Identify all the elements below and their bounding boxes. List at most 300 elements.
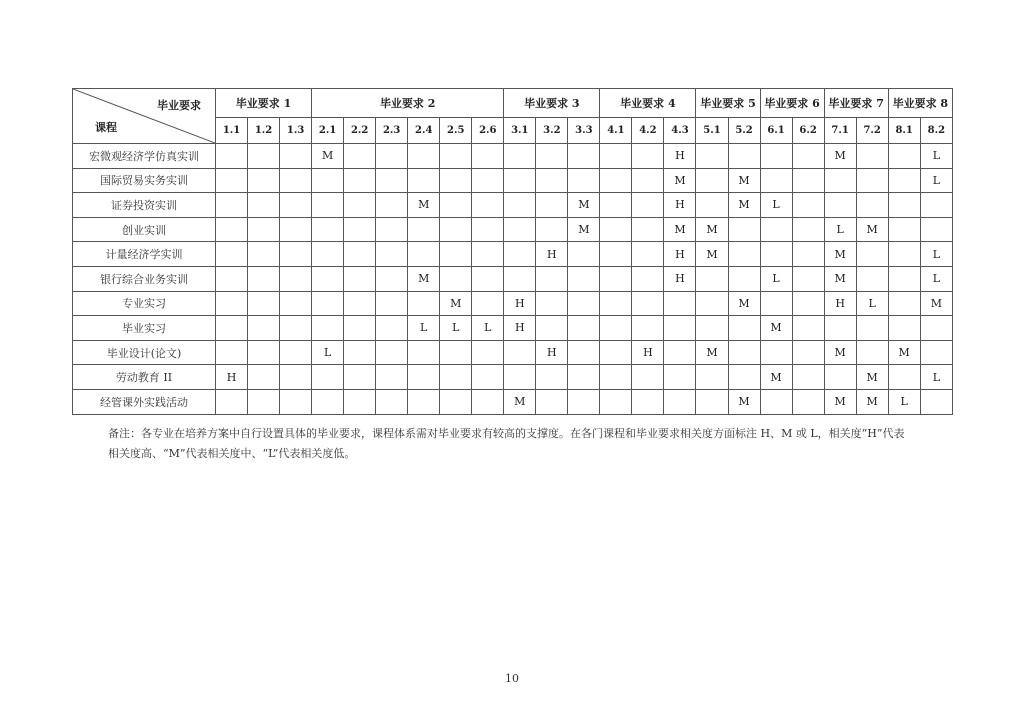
indicator-header: 3.1 bbox=[504, 118, 536, 144]
relevance-cell: M bbox=[856, 217, 888, 242]
relevance-cell: H bbox=[824, 291, 856, 316]
relevance-cell bbox=[248, 316, 280, 341]
relevance-cell: M bbox=[312, 144, 344, 169]
relevance-cell bbox=[248, 193, 280, 218]
relevance-cell: M bbox=[824, 242, 856, 267]
requirement-group-header: 毕业要求 2 bbox=[312, 89, 504, 118]
relevance-cell bbox=[760, 340, 792, 365]
relevance-cell bbox=[280, 242, 312, 267]
relevance-cell: M bbox=[440, 291, 472, 316]
relevance-cell: H bbox=[504, 291, 536, 316]
relevance-cell bbox=[792, 365, 824, 390]
indicator-header: 5.2 bbox=[728, 118, 760, 144]
relevance-cell bbox=[792, 316, 824, 341]
relevance-cell bbox=[856, 144, 888, 169]
requirement-group-header: 毕业要求 1 bbox=[216, 89, 312, 118]
requirement-group-header: 毕业要求 5 bbox=[696, 89, 760, 118]
relevance-cell bbox=[568, 266, 600, 291]
relevance-cell bbox=[632, 144, 664, 169]
relevance-cell: L bbox=[472, 316, 504, 341]
relevance-cell bbox=[600, 266, 632, 291]
relevance-cell bbox=[248, 144, 280, 169]
relevance-cell bbox=[312, 389, 344, 414]
relevance-cell bbox=[216, 340, 248, 365]
relevance-cell bbox=[536, 217, 568, 242]
relevance-cell bbox=[600, 340, 632, 365]
relevance-cell bbox=[472, 242, 504, 267]
course-name-cell: 毕业实习 bbox=[73, 316, 216, 341]
relevance-cell bbox=[472, 389, 504, 414]
relevance-cell bbox=[632, 316, 664, 341]
relevance-cell bbox=[664, 365, 696, 390]
relevance-cell bbox=[632, 242, 664, 267]
relevance-cell bbox=[824, 316, 856, 341]
corner-requirement-label: 毕业要求 bbox=[157, 99, 201, 112]
relevance-cell bbox=[504, 242, 536, 267]
relevance-cell bbox=[760, 144, 792, 169]
relevance-cell bbox=[344, 291, 376, 316]
indicator-header: 2.3 bbox=[376, 118, 408, 144]
relevance-cell bbox=[760, 242, 792, 267]
relevance-cell bbox=[888, 168, 920, 193]
relevance-cell bbox=[536, 389, 568, 414]
matrix-body bbox=[73, 144, 953, 415]
relevance-cell bbox=[536, 168, 568, 193]
relevance-cell bbox=[280, 266, 312, 291]
relevance-cell bbox=[472, 266, 504, 291]
relevance-cell bbox=[216, 193, 248, 218]
relevance-cell bbox=[920, 340, 952, 365]
relevance-cell: M bbox=[760, 316, 792, 341]
relevance-cell bbox=[248, 291, 280, 316]
relevance-cell bbox=[568, 144, 600, 169]
relevance-cell bbox=[344, 193, 376, 218]
relevance-cell bbox=[696, 266, 728, 291]
relevance-cell bbox=[216, 242, 248, 267]
relevance-cell: M bbox=[760, 365, 792, 390]
relevance-cell: M bbox=[824, 266, 856, 291]
relevance-cell bbox=[376, 365, 408, 390]
relevance-cell bbox=[216, 217, 248, 242]
relevance-cell bbox=[312, 266, 344, 291]
footnote bbox=[108, 424, 928, 464]
relevance-cell bbox=[632, 291, 664, 316]
relevance-cell bbox=[856, 193, 888, 218]
relevance-cell bbox=[216, 168, 248, 193]
relevance-cell bbox=[568, 340, 600, 365]
table-row bbox=[73, 340, 953, 365]
relevance-cell bbox=[504, 144, 536, 169]
relevance-cell: M bbox=[888, 340, 920, 365]
relevance-cell bbox=[760, 389, 792, 414]
relevance-cell bbox=[696, 291, 728, 316]
relevance-cell: H bbox=[664, 144, 696, 169]
relevance-cell bbox=[760, 291, 792, 316]
relevance-cell bbox=[376, 291, 408, 316]
relevance-cell bbox=[248, 217, 280, 242]
relevance-cell bbox=[248, 340, 280, 365]
relevance-cell: M bbox=[696, 217, 728, 242]
relevance-cell bbox=[600, 193, 632, 218]
relevance-cell: L bbox=[888, 389, 920, 414]
relevance-cell bbox=[888, 365, 920, 390]
relevance-cell: M bbox=[728, 193, 760, 218]
relevance-cell bbox=[920, 316, 952, 341]
relevance-cell bbox=[280, 291, 312, 316]
relevance-cell: L bbox=[312, 340, 344, 365]
relevance-cell bbox=[568, 242, 600, 267]
relevance-cell bbox=[280, 316, 312, 341]
relevance-cell bbox=[472, 193, 504, 218]
indicator-header: 3.3 bbox=[568, 118, 600, 144]
relevance-cell bbox=[632, 168, 664, 193]
relevance-cell bbox=[664, 316, 696, 341]
relevance-cell bbox=[504, 217, 536, 242]
relevance-cell bbox=[632, 266, 664, 291]
relevance-cell bbox=[344, 217, 376, 242]
relevance-cell bbox=[472, 291, 504, 316]
requirement-group-header-row bbox=[73, 89, 953, 118]
relevance-cell bbox=[248, 242, 280, 267]
relevance-cell: H bbox=[664, 193, 696, 218]
relevance-cell: H bbox=[536, 340, 568, 365]
relevance-cell: M bbox=[920, 291, 952, 316]
relevance-cell bbox=[600, 365, 632, 390]
relevance-cell bbox=[344, 389, 376, 414]
relevance-cell bbox=[792, 242, 824, 267]
relevance-cell bbox=[600, 144, 632, 169]
relevance-cell bbox=[888, 242, 920, 267]
relevance-cell bbox=[408, 217, 440, 242]
relevance-cell: H bbox=[504, 316, 536, 341]
relevance-cell bbox=[696, 389, 728, 414]
relevance-cell bbox=[856, 242, 888, 267]
course-name-cell: 银行综合业务实训 bbox=[73, 266, 216, 291]
course-name-cell: 证券投资实训 bbox=[73, 193, 216, 218]
table-row bbox=[73, 316, 953, 341]
relevance-cell bbox=[408, 389, 440, 414]
relevance-cell bbox=[216, 316, 248, 341]
relevance-cell bbox=[664, 389, 696, 414]
relevance-cell bbox=[376, 193, 408, 218]
relevance-cell bbox=[792, 168, 824, 193]
table-row bbox=[73, 193, 953, 218]
relevance-cell bbox=[472, 217, 504, 242]
course-name-cell: 创业实训 bbox=[73, 217, 216, 242]
relevance-cell bbox=[472, 168, 504, 193]
indicator-header: 7.1 bbox=[824, 118, 856, 144]
relevance-cell bbox=[792, 193, 824, 218]
indicator-header: 5.1 bbox=[696, 118, 728, 144]
relevance-cell bbox=[344, 168, 376, 193]
relevance-cell bbox=[280, 144, 312, 169]
relevance-cell bbox=[408, 340, 440, 365]
relevance-cell bbox=[376, 340, 408, 365]
relevance-cell bbox=[312, 291, 344, 316]
indicator-header: 1.2 bbox=[248, 118, 280, 144]
relevance-cell: H bbox=[664, 242, 696, 267]
relevance-cell bbox=[408, 168, 440, 193]
relevance-cell bbox=[376, 144, 408, 169]
relevance-cell bbox=[440, 365, 472, 390]
relevance-cell bbox=[376, 316, 408, 341]
relevance-cell bbox=[600, 242, 632, 267]
relevance-cell bbox=[248, 389, 280, 414]
relevance-cell bbox=[344, 144, 376, 169]
relevance-cell: M bbox=[408, 193, 440, 218]
relevance-cell: M bbox=[856, 389, 888, 414]
relevance-cell: M bbox=[728, 168, 760, 193]
relevance-cell bbox=[440, 144, 472, 169]
relevance-cell bbox=[760, 168, 792, 193]
table-row bbox=[73, 144, 953, 169]
relevance-cell bbox=[536, 365, 568, 390]
relevance-cell: L bbox=[856, 291, 888, 316]
relevance-cell bbox=[504, 266, 536, 291]
relevance-cell bbox=[472, 340, 504, 365]
relevance-cell bbox=[504, 340, 536, 365]
table-row bbox=[73, 365, 953, 390]
relevance-cell: L bbox=[920, 144, 952, 169]
relevance-cell: M bbox=[728, 389, 760, 414]
relevance-cell bbox=[376, 242, 408, 267]
table-row bbox=[73, 168, 953, 193]
corner-course-label: 课程 bbox=[95, 121, 117, 134]
relevance-cell bbox=[312, 193, 344, 218]
indicator-header: 6.2 bbox=[792, 118, 824, 144]
relevance-cell: M bbox=[504, 389, 536, 414]
table-row bbox=[73, 266, 953, 291]
relevance-cell bbox=[280, 365, 312, 390]
indicator-header: 3.2 bbox=[536, 118, 568, 144]
relevance-cell bbox=[696, 193, 728, 218]
relevance-cell: M bbox=[728, 291, 760, 316]
relevance-cell bbox=[216, 266, 248, 291]
relevance-cell bbox=[888, 266, 920, 291]
relevance-cell bbox=[440, 389, 472, 414]
relevance-cell: L bbox=[760, 266, 792, 291]
relevance-cell bbox=[824, 168, 856, 193]
relevance-cell bbox=[888, 291, 920, 316]
relevance-cell bbox=[600, 291, 632, 316]
relevance-cell bbox=[344, 365, 376, 390]
relevance-cell bbox=[568, 365, 600, 390]
relevance-cell bbox=[632, 365, 664, 390]
relevance-cell bbox=[856, 266, 888, 291]
requirement-group-header: 毕业要求 3 bbox=[504, 89, 600, 118]
relevance-cell bbox=[888, 316, 920, 341]
relevance-cell bbox=[728, 316, 760, 341]
indicator-header: 4.3 bbox=[664, 118, 696, 144]
relevance-cell bbox=[280, 217, 312, 242]
relevance-cell bbox=[472, 365, 504, 390]
indicator-header: 4.2 bbox=[632, 118, 664, 144]
relevance-cell bbox=[440, 193, 472, 218]
relevance-cell bbox=[440, 217, 472, 242]
relevance-cell: M bbox=[824, 389, 856, 414]
relevance-cell bbox=[728, 266, 760, 291]
relevance-cell bbox=[792, 291, 824, 316]
course-name-cell: 国际贸易实务实训 bbox=[73, 168, 216, 193]
relevance-cell bbox=[536, 316, 568, 341]
relevance-cell bbox=[664, 340, 696, 365]
relevance-cell bbox=[792, 217, 824, 242]
relevance-cell bbox=[600, 316, 632, 341]
relevance-cell bbox=[568, 291, 600, 316]
requirement-group-header: 毕业要求 4 bbox=[600, 89, 696, 118]
indicator-header: 2.6 bbox=[472, 118, 504, 144]
relevance-cell bbox=[728, 217, 760, 242]
relevance-cell bbox=[504, 365, 536, 390]
relevance-cell bbox=[760, 217, 792, 242]
indicator-header: 2.1 bbox=[312, 118, 344, 144]
relevance-cell bbox=[600, 217, 632, 242]
relevance-cell bbox=[792, 144, 824, 169]
relevance-cell bbox=[696, 365, 728, 390]
course-name-cell: 计量经济学实训 bbox=[73, 242, 216, 267]
course-name-cell: 毕业设计(论文) bbox=[73, 340, 216, 365]
relevance-cell bbox=[664, 291, 696, 316]
indicator-header: 7.2 bbox=[856, 118, 888, 144]
table-row bbox=[73, 389, 953, 414]
relevance-cell bbox=[376, 168, 408, 193]
relevance-cell: L bbox=[920, 266, 952, 291]
relevance-cell bbox=[568, 316, 600, 341]
relevance-cell bbox=[792, 340, 824, 365]
requirement-group-header: 毕业要求 8 bbox=[888, 89, 952, 118]
relevance-cell: M bbox=[568, 217, 600, 242]
relevance-cell bbox=[280, 340, 312, 365]
relevance-cell bbox=[408, 365, 440, 390]
relevance-cell bbox=[728, 242, 760, 267]
course-name-cell: 专业实习 bbox=[73, 291, 216, 316]
relevance-cell bbox=[536, 144, 568, 169]
relevance-cell bbox=[472, 144, 504, 169]
corner-header-cell bbox=[73, 89, 216, 144]
relevance-cell: L bbox=[920, 168, 952, 193]
relevance-cell bbox=[312, 365, 344, 390]
relevance-cell bbox=[856, 340, 888, 365]
relevance-cell bbox=[312, 217, 344, 242]
indicator-header: 8.2 bbox=[920, 118, 952, 144]
relevance-cell bbox=[504, 193, 536, 218]
table-row bbox=[73, 291, 953, 316]
relevance-cell bbox=[312, 242, 344, 267]
relevance-cell: L bbox=[920, 365, 952, 390]
relevance-cell bbox=[440, 340, 472, 365]
relevance-cell bbox=[440, 242, 472, 267]
relevance-cell bbox=[856, 168, 888, 193]
relevance-cell: M bbox=[568, 193, 600, 218]
relevance-cell bbox=[312, 316, 344, 341]
page-number: 10 bbox=[505, 672, 519, 685]
relevance-cell bbox=[728, 340, 760, 365]
course-name-cell: 经管课外实践活动 bbox=[73, 389, 216, 414]
footnote-line-1: 备注：各专业在培养方案中自行设置具体的毕业要求，课程体系需对毕业要求有较高的支撑度。在各门课程和毕业要求相关度方面标注 H、M 或 L，相关度“H”代表 bbox=[108, 427, 905, 440]
relevance-cell bbox=[728, 365, 760, 390]
relevance-cell: M bbox=[856, 365, 888, 390]
relevance-cell: L bbox=[920, 242, 952, 267]
relevance-cell bbox=[408, 291, 440, 316]
indicator-header: 2.5 bbox=[440, 118, 472, 144]
relevance-cell: H bbox=[216, 365, 248, 390]
relevance-cell bbox=[216, 144, 248, 169]
relevance-cell bbox=[920, 217, 952, 242]
indicator-header: 2.4 bbox=[408, 118, 440, 144]
relevance-cell bbox=[344, 266, 376, 291]
relevance-cell: M bbox=[696, 242, 728, 267]
relevance-cell: L bbox=[408, 316, 440, 341]
indicator-header: 8.1 bbox=[888, 118, 920, 144]
relevance-cell bbox=[696, 144, 728, 169]
relevance-cell: H bbox=[664, 266, 696, 291]
relevance-cell bbox=[216, 291, 248, 316]
relevance-cell: H bbox=[632, 340, 664, 365]
relevance-cell: L bbox=[824, 217, 856, 242]
relevance-cell bbox=[856, 316, 888, 341]
relevance-cell bbox=[440, 266, 472, 291]
indicator-header: 4.1 bbox=[600, 118, 632, 144]
relevance-cell: M bbox=[824, 340, 856, 365]
relevance-cell bbox=[888, 144, 920, 169]
relevance-cell bbox=[216, 389, 248, 414]
relevance-cell bbox=[920, 193, 952, 218]
relevance-cell bbox=[536, 291, 568, 316]
indicator-header: 6.1 bbox=[760, 118, 792, 144]
relevance-cell bbox=[568, 389, 600, 414]
relevance-cell bbox=[344, 340, 376, 365]
relevance-cell bbox=[632, 217, 664, 242]
relevance-cell: M bbox=[408, 266, 440, 291]
relevance-cell bbox=[504, 168, 536, 193]
relevance-cell bbox=[280, 168, 312, 193]
table-row bbox=[73, 242, 953, 267]
relevance-cell bbox=[824, 193, 856, 218]
relevance-cell bbox=[824, 365, 856, 390]
course-name-cell: 宏微观经济学仿真实训 bbox=[73, 144, 216, 169]
relevance-cell bbox=[536, 266, 568, 291]
relevance-cell bbox=[888, 217, 920, 242]
relevance-cell bbox=[248, 266, 280, 291]
table-row bbox=[73, 217, 953, 242]
requirements-matrix-table bbox=[72, 88, 953, 415]
relevance-cell bbox=[920, 389, 952, 414]
relevance-cell: M bbox=[664, 217, 696, 242]
relevance-cell: H bbox=[536, 242, 568, 267]
relevance-cell bbox=[248, 168, 280, 193]
relevance-cell bbox=[792, 389, 824, 414]
relevance-cell bbox=[344, 242, 376, 267]
relevance-cell bbox=[408, 242, 440, 267]
relevance-cell bbox=[632, 193, 664, 218]
relevance-cell: L bbox=[760, 193, 792, 218]
relevance-cell: M bbox=[696, 340, 728, 365]
relevance-cell bbox=[632, 389, 664, 414]
relevance-cell: M bbox=[664, 168, 696, 193]
relevance-cell bbox=[888, 193, 920, 218]
relevance-cell bbox=[344, 316, 376, 341]
relevance-cell bbox=[728, 144, 760, 169]
relevance-cell bbox=[600, 168, 632, 193]
relevance-cell bbox=[440, 168, 472, 193]
relevance-cell bbox=[376, 389, 408, 414]
requirement-group-header: 毕业要求 6 bbox=[760, 89, 824, 118]
relevance-cell bbox=[376, 266, 408, 291]
relevance-cell bbox=[280, 389, 312, 414]
relevance-cell bbox=[248, 365, 280, 390]
footnote-line-2: 相关度高、“M”代表相关度中、“L”代表相关度低。 bbox=[108, 447, 356, 460]
relevance-cell bbox=[792, 266, 824, 291]
